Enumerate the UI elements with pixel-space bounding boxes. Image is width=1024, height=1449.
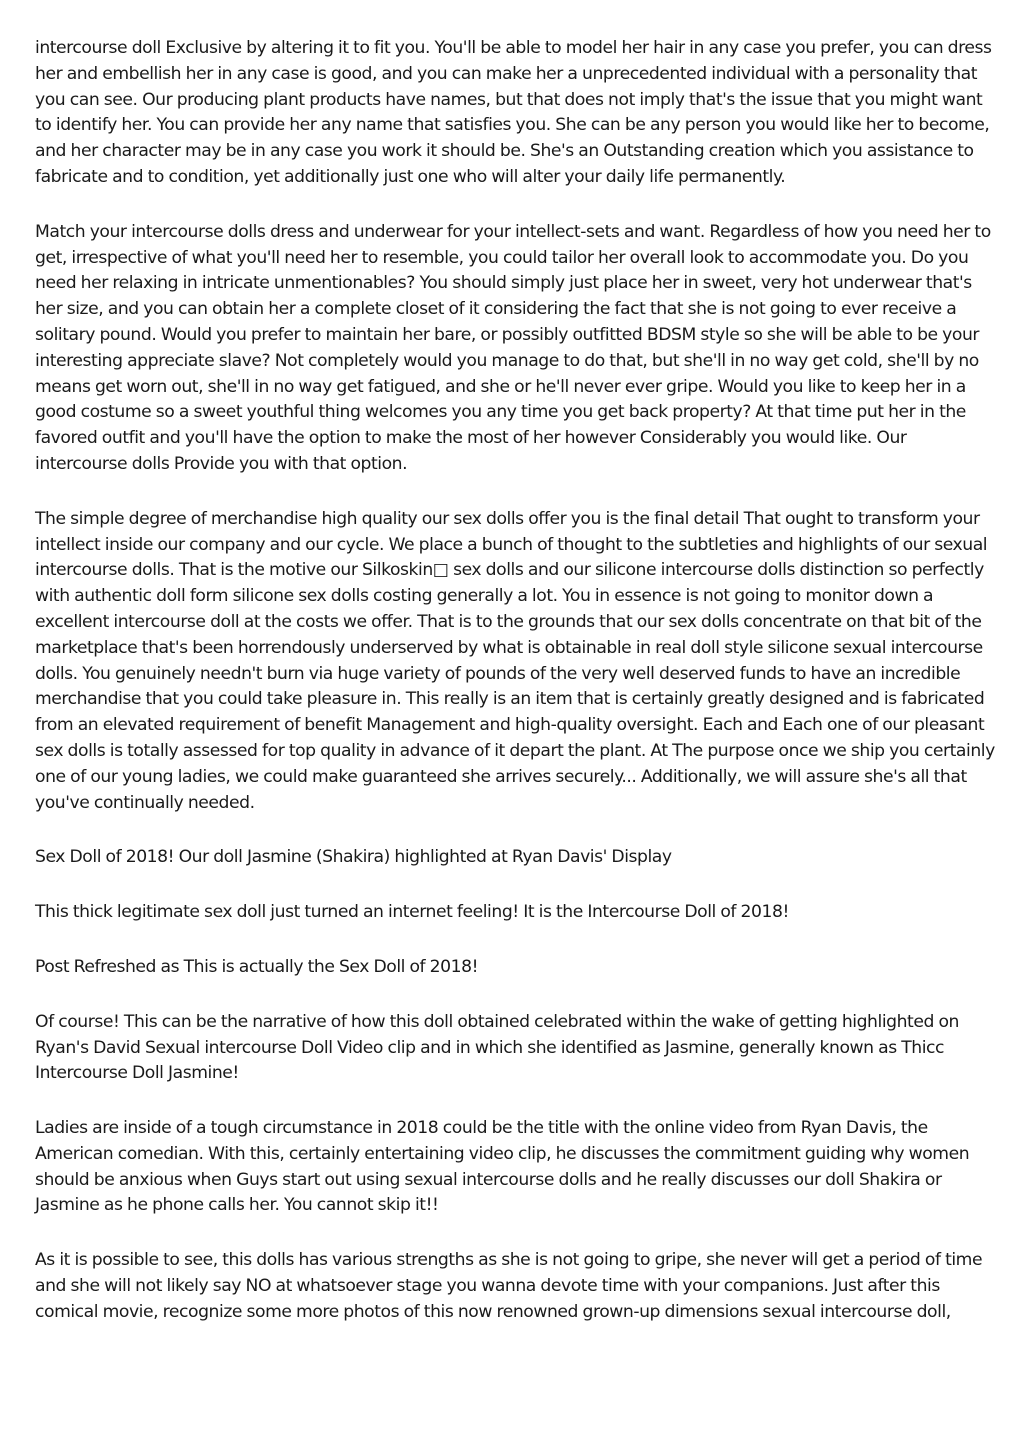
document-body (35, 36, 995, 1355)
paragraph-9: As it is possible to see, this dolls has various strengths as she is not going to gripe, she never will get a period of time and she will not likely say NO at whatsoever stage you wanna devote time with your companions. Just after this comical movie, recognize some more photos of this now renowned grown-up dimensions sexual intercourse doll, (35, 1250, 983, 1322)
paragraph-3: The simple degree of merchandise high quality our sex dolls offer you is the final detail That ought to transform your intellect inside our company and our cycle. We place a bunch of thought to the subtleties and highlights of our sexual intercourse dolls. That is the motive our Silkoskin□ sex dolls and our silicone intercourse dolls distinction so perfectly with authentic doll form silicone sex dolls costing generally a lot. You in essence is not going to monitor down a excellent intercourse doll at the costs we offer. That is to the grounds that our sex dolls concentrate on that bit of the marketplace that's been horrendously underserved by what is obtainable in real doll style silicone sexual intercourse dolls. You genuinely needn't burn via huge variety of pounds of the very well deserved funds to have an incredible merchandise that you could take pleasure in. This really is an item that is certainly greatly designed and is fabricated from an elevated requirement of benefit Management and high-quality oversight. Each and Each one of our pleasant sex dolls is totally assessed for top quality in advance of it depart the plant. At The purpose once we ship you certainly one of our young ladies, we could make guaranteed she arrives securely... Additionally, we will assure she's all that you've continually needed. (35, 508, 995, 813)
paragraph-8: Ladies are inside of a tough circumstance in 2018 could be the title with the online video from Ryan Davis, the American comedian. With this, certainly entertaining video clip, he discusses the commitment guiding why women should be anxious when Guys start out using sexual intercourse dolls and he really discusses our doll Shakira or Jasmine as he phone calls her. You cannot skip it!! (35, 1118, 970, 1216)
paragraph-5: This thick legitimate sex doll just turned an internet feeling! It is the Intercourse Doll of 2018! (35, 902, 789, 923)
paragraph-7: Of course! This can be the narrative of how this doll obtained celebrated within the wake of getting highlighted on Ryan's David Sexual intercourse Doll Video clip and in which she identified as Jasmine, generally known as Thicc Intercourse Doll Jasmine! (35, 1011, 959, 1084)
paragraph-6: Post Refreshed as This is actually the Sex Doll of 2018! (35, 956, 479, 977)
paragraph-4: Sex Doll of 2018! Our doll Jasmine (Shakira) highlighted at Ryan Davis' Display (35, 847, 672, 868)
paragraph-2: Match your intercourse dolls dress and underwear for your intellect-sets and want. Regardless of how you need her to get, irrespective of what you'll need her to resemble, you could tailor her overall look to accommodate you. Do you need her relaxing in intricate unmentionables? You should simply just place her in sweet, very hot underwear that's her size, and you can obtain her a complete closet of it considering the fact that she is not going to ever receive a solitary pound. Would you prefer to maintain her bare, or possibly outfitted BDSM style so she will be able to be your interesting appreciate slave? Not completely would you manage to do that, but she'll in no way get cold, she'll by no means get worn out, she'll in no way get fatigued, and she or he'll never ever gripe. Would you like to keep her in a good costume so a sweet youthful thing welcomes you any time you get back property? At that time put her in the favored outfit and you'll have the option to make the most of her however Considerably you would like. Our intercourse dolls Provide you with that option. (35, 221, 991, 474)
paragraph-1: intercourse doll Exclusive by altering it to fit you. You'll be able to model her hair in any case you prefer, you can dress her and embellish her in any case is good, and you can make her a unprecedented individual with a personality that you can see. Our producing plant products have names, but that does not imply that's the issue that you might want to identify her. You can provide her any name that satisfies you. She can be any person you would like her to become, and her character may be in any case you work it should be. She's an Outstanding creation which you assistance to fabricate and to condition, yet additionally just one who will alter your daily life permanently. (35, 38, 992, 187)
